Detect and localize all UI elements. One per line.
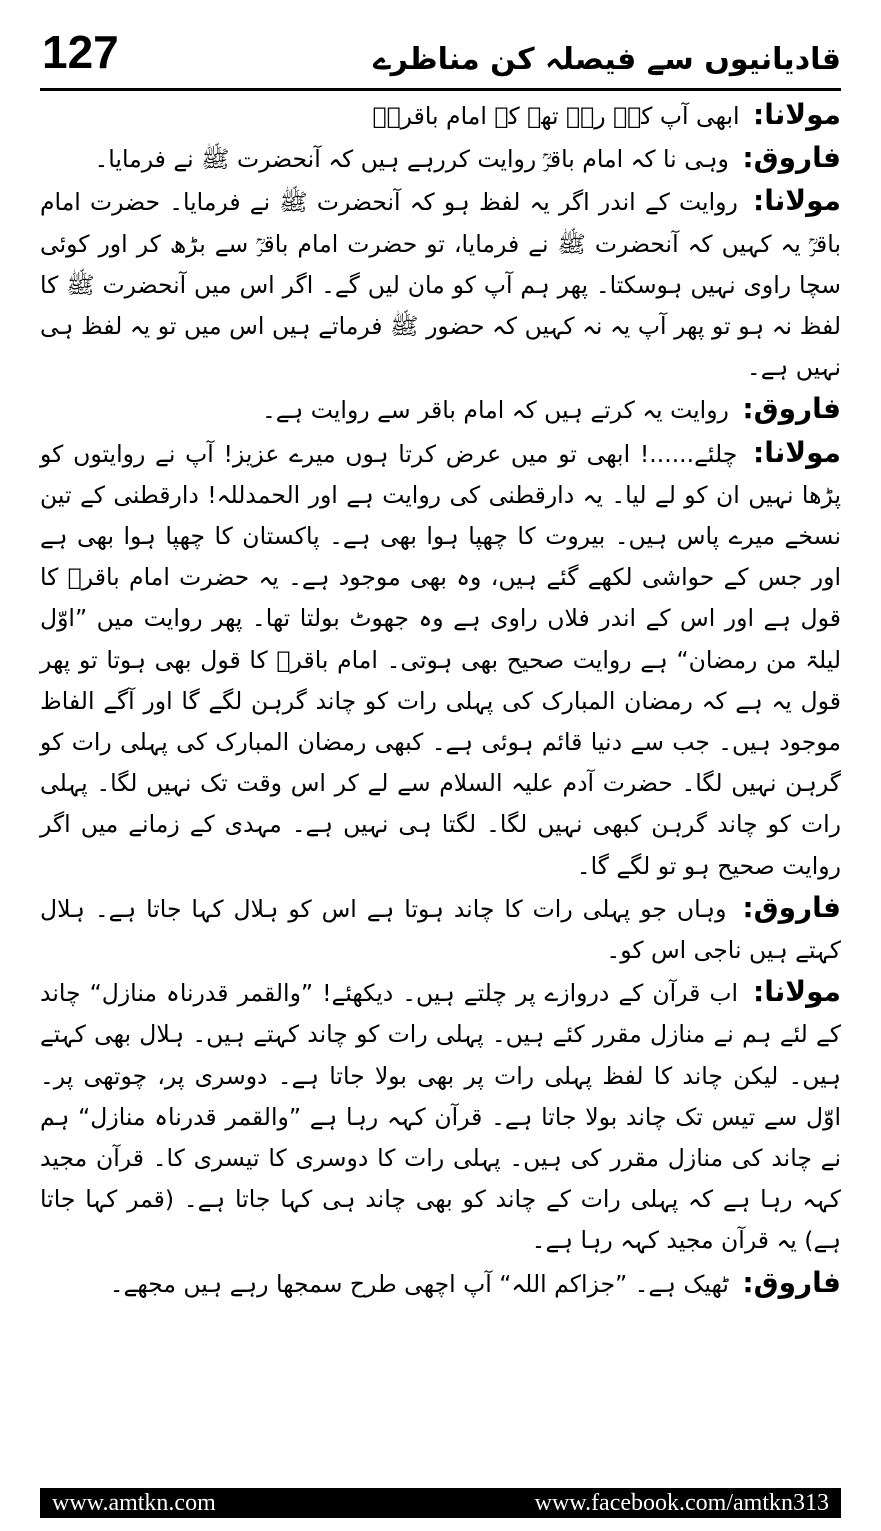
speaker-label: مولانا: [753,184,841,218]
speaker-label: فاروق: [742,890,841,924]
speaker-label: فاروق: [742,141,841,175]
speaker-label: فاروق: [742,1265,841,1299]
paragraph-text: چلئے......! ابھی تو میں عرض کرتا ہوں میرے عزیز! آپ نے روایتوں کو پڑھا نہیں ان کو لے لیا۔ یہ دارقطنی کی روایت ہے اور الحمدللہ! دارقطنی کے تین نسخے میرے پاس ہیں۔ بیروت کا چھپا ہوا بھی ہے۔ پاکستان کا چھپا ہوا بھی ہے اور جس کے حواشی لکھے گئے ہیں، وہ بھی موجود ہے۔ یہ حضرت امام باقرؒ کا قول ہے اور اس کے اندر فلاں راوی ہے وہ جھوٹ بولتا تھا۔ پھر روایت میں ”اوّل لیلۃ من رمضان“ ہے روایت صحیح بھی ہوتی۔ امام باقرؒ کا قول بھی ہوتا تو پھر قول یہ ہے کہ رمضان المبارک کی پہلی رات کو چاند گرہن لگے گا اور آگے الفاظ موجود ہیں۔ جب سے دنیا قائم ہوئی ہے۔ کبھی رمضان المبارک کی پہلی رات کو گرہن نہیں لگا۔ حضرت آدم علیہ السلام سے لے کر اس وقت تک نہیں لگا۔ پہلی رات کو چاند گرہن کبھی نہیں لگا۔ لگتا ہی نہیں ہے۔ مہدی کے زمانے میں اگر روایت صحیح ہو تو لگے گا۔ [40,439,841,880]
speaker-label: مولانا: [753,98,841,131]
dialogue-paragraph [40,432,841,887]
paragraph-text: وہی نا کہ امام باقرؒ روایت کررہے ہیں کہ آنحضرت ﷺ نے فرمایا۔ [94,145,729,174]
paragraph-text: روایت کے اندر اگر یہ لفظ ہو کہ آنحضرت ﷺ نے فرمایا۔ حضرت امام باقرؒ یہ کہیں کہ آنحضرت ﷺ نے فرمایا، تو حضرت امام باقرؒ سے بڑھ کر اور کوئی سچا راوی نہیں ہوسکتا۔ پھر ہم آپ کو مان لیں گے۔ اگر اس میں آنحضرت ﷺ کا لفظ نہ ہو تو پھر آپ یہ نہ کہیں کہ حضور ﷺ فرماتے ہیں اس میں تو یہ لفظ ہی نہیں ہے۔ [40,188,841,382]
paragraph-text: ابھی آپ کہہ رہے تھے کہ امام باقرؒ۔ [372,102,740,130]
paragraph-text: اب قرآن کے دروازے پر چلتے ہیں۔ دیکھئے! ”والقمر قدرناہ منازل“ چاند کے لئے ہم نے منازل مقرر کئے ہیں۔ پہلی رات کو چاند کہتے ہیں۔ ہلال بھی کہتے ہیں۔ لیکن چاند کا لفظ پہلی رات پر بھی بولا جاتا ہے۔ دوسری پر، چوتھی پر۔ اوّل سے تیس تک چاند بولا جاتا ہے۔ قرآن کہہ رہا ہے ”والقمر قدرناہ منازل“ ہم نے چاند کی منازل مقرر کی ہیں۔ پہلی رات کا دوسری کا تیسری کا۔ قرآن مجید کہہ رہا ہے کہ پہلی رات کے چاند کو بھی چاند ہی کہا جاتا ہے۔ (قمر کہا جاتا ہے) یہ قرآن مجید کہہ رہا ہے۔ [40,979,841,1255]
paragraph-text: وہاں جو پہلی رات کا چاند ہوتا ہے اس کو ہلال کہا جاتا ہے۔ ہلال کہتے ہیں ناجی اس کو۔ [40,894,841,965]
speaker-label: فاروق: [742,392,841,426]
facebook-link[interactable]: www.facebook.com/amtkn313 [534,1490,829,1516]
website-link[interactable]: www.amtkn.com [52,1490,216,1516]
dialogue-paragraph [40,137,841,180]
page-header [40,18,841,90]
dialogue-paragraph [40,1262,841,1305]
dialogue-paragraph [40,180,841,388]
dialogue-paragraph [40,94,841,137]
speaker-label: مولانا: [753,435,841,469]
dialogue-paragraph [40,388,841,431]
dialogue-paragraph [40,887,841,971]
paragraph-text: ٹھیک ہے۔ ”جزاکم اللہ“ آپ اچھی طرح سمجھا رہے ہیں مجھے۔ [109,1269,729,1298]
paragraph-text: روایت یہ کرتے ہیں کہ امام باقر سے روایت ہے۔ [262,396,729,425]
page-number: 127 [42,26,119,78]
dialogue-paragraph [40,971,841,1261]
speaker-label: مولانا: [753,975,841,1009]
book-title: قادیانیوں سے فیصلہ کن مناظرے [373,42,841,77]
header-divider [40,88,841,91]
page-footer [40,1488,841,1518]
page-body [40,94,841,1454]
